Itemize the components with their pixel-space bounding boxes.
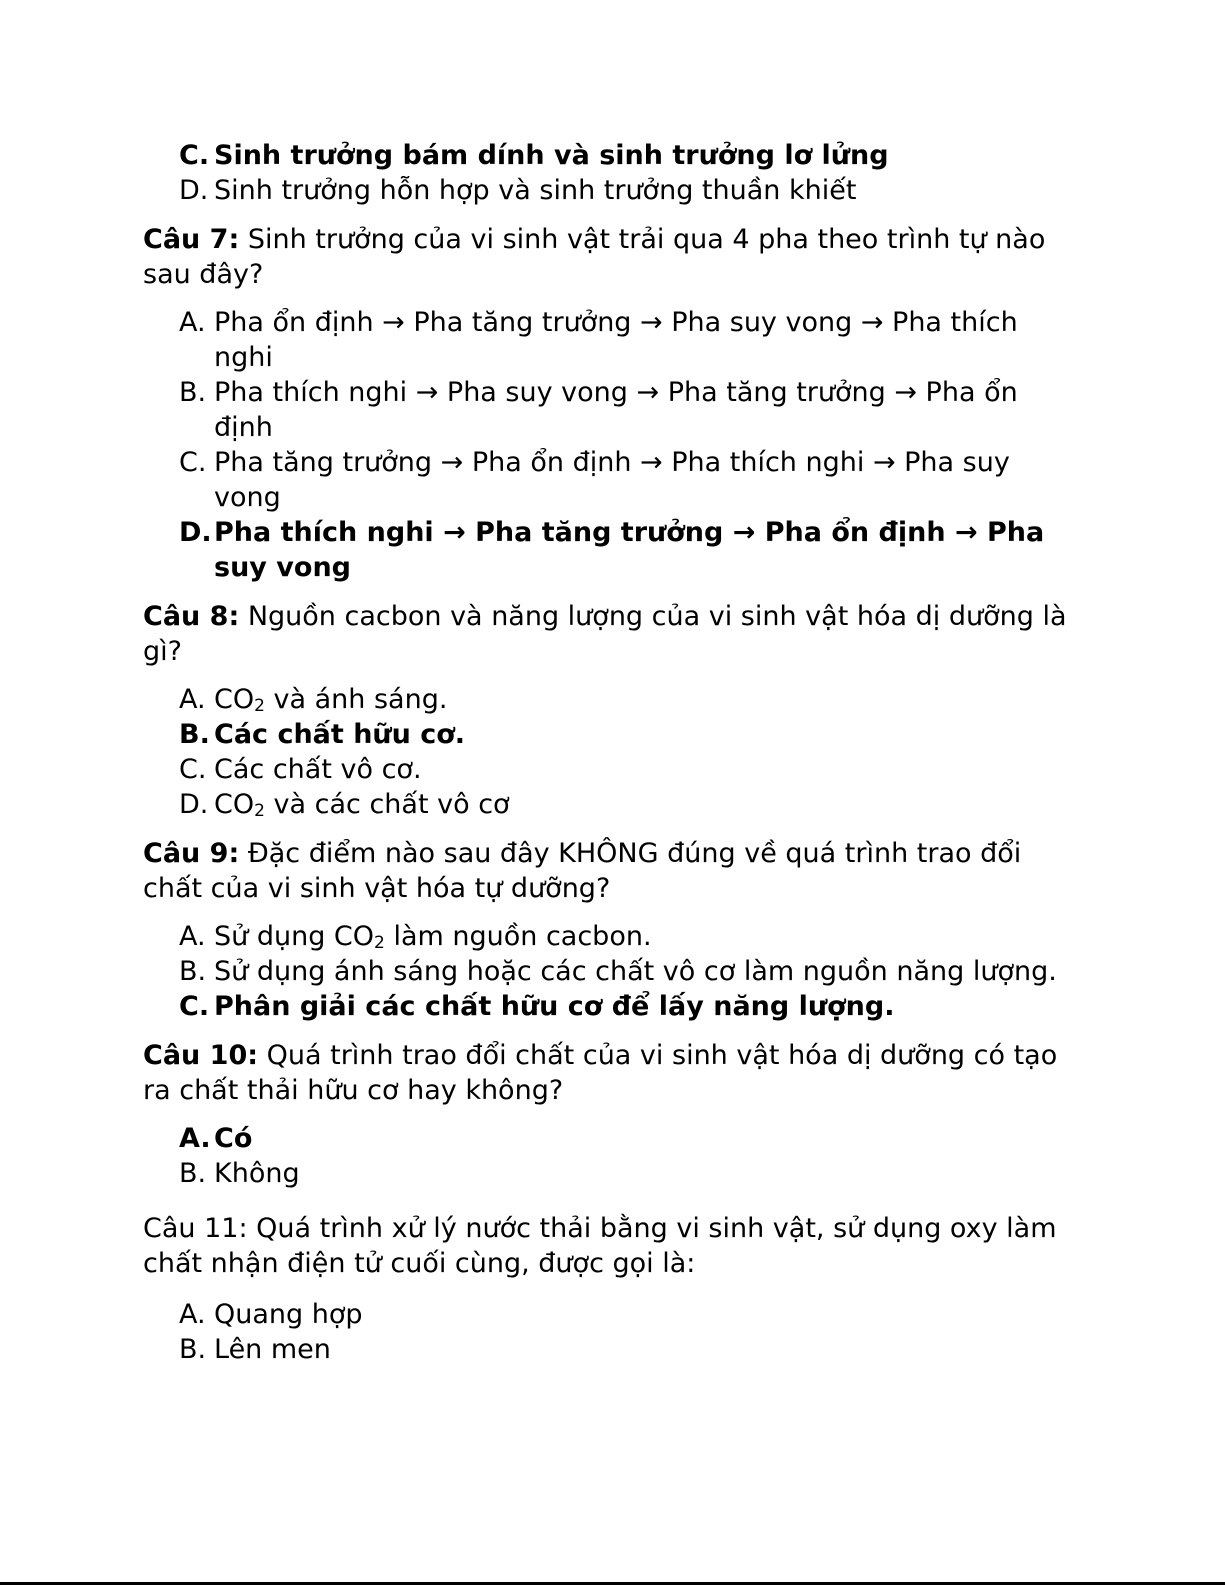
question-10-options <box>143 1121 1083 1191</box>
question-label: Câu 8: <box>143 601 240 632</box>
subscript: 2 <box>254 801 265 821</box>
option-text: Sinh trưởng bám dính và sinh trưởng lơ lửng <box>214 140 889 171</box>
option-text: Không <box>214 1158 300 1189</box>
option-text <box>214 787 1083 822</box>
subscript: 2 <box>254 696 265 716</box>
option-letter: A. <box>179 684 206 715</box>
question-7 <box>143 222 1083 292</box>
option-text-rest: và các chất vô cơ <box>264 789 510 820</box>
option-letter: D. <box>179 517 212 548</box>
option-letter: B. <box>179 719 210 750</box>
question-8-options <box>143 682 1083 822</box>
option-text <box>214 682 1083 717</box>
question-text: Sinh trưởng của vi sinh vật trải qua 4 pha theo trình tự nào sau đây? <box>143 224 1046 290</box>
option-text <box>214 919 1083 954</box>
option-11b <box>143 1332 1083 1367</box>
question-text: Quá trình xử lý nước thải bằng vi sinh vật, sử dụng oxy làm chất nhận điện tử cuối cùng, được gọi là: <box>143 1213 1057 1279</box>
option-9a <box>143 919 1083 954</box>
question-11-options <box>143 1297 1083 1367</box>
option-letter: A. <box>179 307 206 338</box>
option-9b <box>143 954 1083 989</box>
option-text: Sinh trưởng hỗn hợp và sinh trưởng thuần khiết <box>214 175 857 206</box>
option-10a <box>143 1121 1083 1156</box>
option-text: Pha thích nghi → Pha tăng trưởng → Pha ổn định → Pha suy vong <box>214 517 1045 583</box>
option-10b <box>143 1156 1083 1191</box>
option-text: Pha ổn định → Pha tăng trưởng → Pha suy vong → Pha thích nghi <box>214 307 1018 373</box>
option-text-rest: làm nguồn cacbon. <box>384 921 652 952</box>
option-letter: B. <box>179 377 207 408</box>
option-7c <box>143 445 1083 515</box>
question-text: Nguồn cacbon và năng lượng của vi sinh vật hóa dị dưỡng là gì? <box>143 601 1067 667</box>
question-text: Quá trình trao đổi chất của vi sinh vật hóa dị dưỡng có tạo ra chất thải hữu cơ hay không? <box>143 1040 1058 1106</box>
option-text: Lên men <box>214 1334 331 1365</box>
option-6d <box>143 173 1083 208</box>
option-9c <box>143 989 1083 1024</box>
option-8a <box>143 682 1083 717</box>
question-label: Câu 10: <box>143 1040 259 1071</box>
option-letter: D. <box>179 789 209 820</box>
option-11a <box>143 1297 1083 1332</box>
option-text-rest: và ánh sáng. <box>264 684 448 715</box>
formula-text: Sử dụng CO <box>214 921 375 952</box>
question-6-options <box>143 138 1083 208</box>
question-label: Câu 7: <box>143 224 240 255</box>
option-text: Các chất vô cơ. <box>214 754 422 785</box>
option-letter: B. <box>179 1334 207 1365</box>
question-7-options <box>143 305 1083 585</box>
question-text: Đặc điểm nào sau đây KHÔNG đúng về quá trình trao đổi chất của vi sinh vật hóa tự dưỡng? <box>143 838 1022 904</box>
question-label: Câu 11: <box>143 1213 248 1244</box>
option-8d <box>143 787 1083 822</box>
option-letter: C. <box>179 140 210 171</box>
question-11 <box>143 1211 1083 1281</box>
option-letter: B. <box>179 956 207 987</box>
option-text: Có <box>214 1123 253 1154</box>
option-letter: B. <box>179 1158 207 1189</box>
formula-text: CO <box>214 789 255 820</box>
subscript: 2 <box>374 933 385 953</box>
question-10 <box>143 1038 1083 1108</box>
option-6c <box>143 138 1083 173</box>
option-letter: A. <box>179 1299 206 1330</box>
question-8 <box>143 599 1083 669</box>
option-letter: A. <box>179 1123 211 1154</box>
option-text: Các chất hữu cơ. <box>214 719 466 750</box>
option-letter: C. <box>179 447 207 478</box>
question-label: Câu 9: <box>143 838 240 869</box>
option-letter: D. <box>179 175 209 206</box>
formula-text: CO <box>214 684 255 715</box>
question-9-options <box>143 919 1083 1024</box>
option-7b <box>143 375 1083 445</box>
option-letter: C. <box>179 754 207 785</box>
option-letter: C. <box>179 991 210 1022</box>
option-text: Pha thích nghi → Pha suy vong → Pha tăng trưởng → Pha ổn định <box>214 377 1018 443</box>
option-letter: A. <box>179 921 206 952</box>
option-text: Phân giải các chất hữu cơ để lấy năng lượng. <box>214 991 895 1022</box>
option-text: Pha tăng trưởng → Pha ổn định → Pha thích nghi → Pha suy vong <box>214 447 1010 513</box>
option-8b <box>143 717 1083 752</box>
option-text: Quang hợp <box>214 1299 363 1330</box>
option-8c <box>143 752 1083 787</box>
option-text: Sử dụng ánh sáng hoặc các chất vô cơ làm nguồn năng lượng. <box>214 956 1057 987</box>
option-7d <box>143 515 1083 585</box>
option-7a <box>143 305 1083 375</box>
question-9 <box>143 836 1083 906</box>
page-content <box>143 138 1083 1367</box>
